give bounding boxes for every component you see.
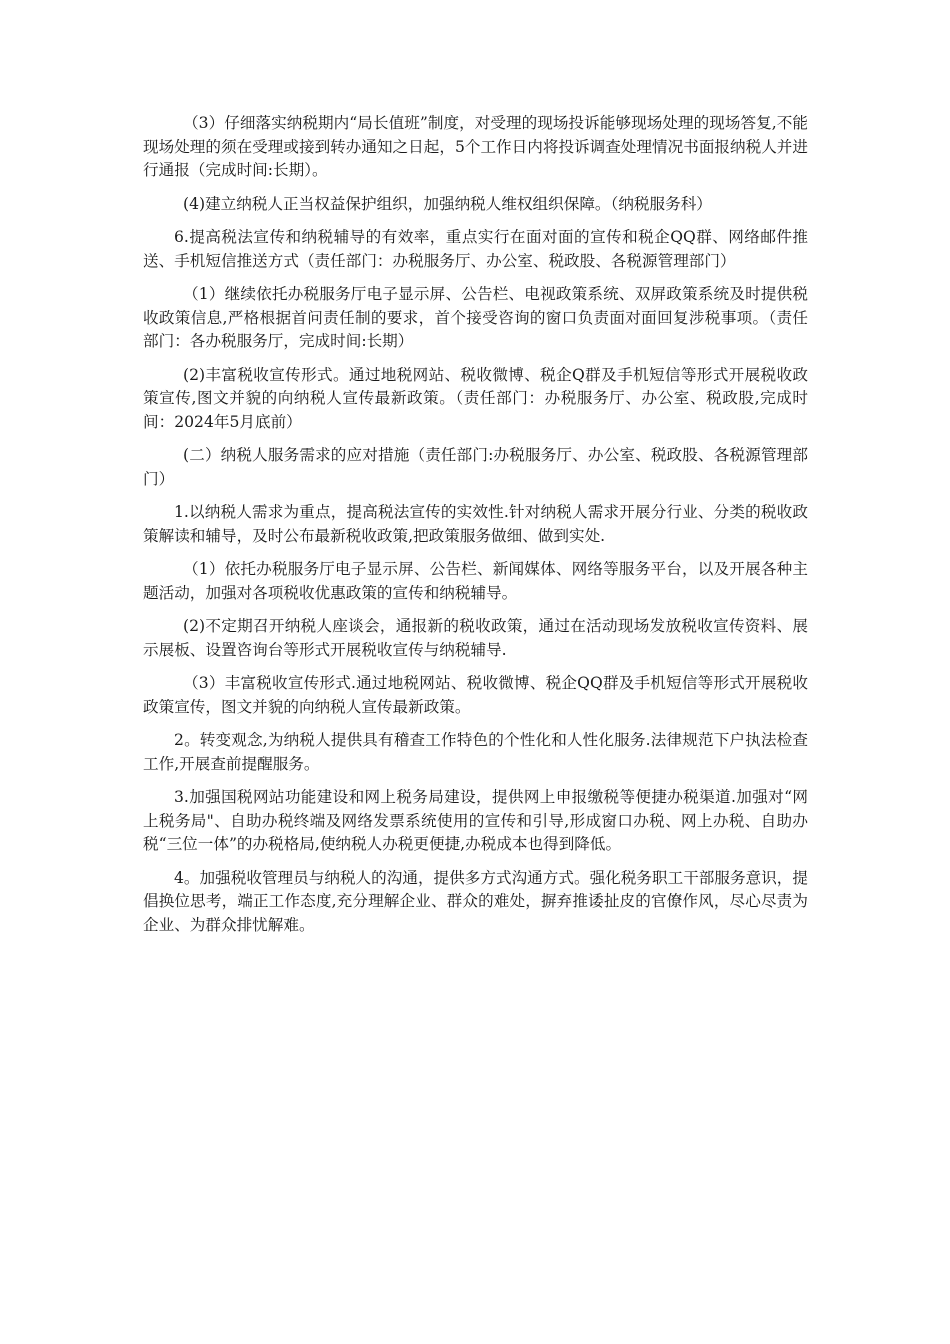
paragraph-rights-protection: (4)建立纳税人正当权益保护组织，加强纳税人维权组织保障。（纳税服务科）	[183, 194, 712, 213]
document-body	[143, 112, 808, 947]
paragraph-display-screens: （1）继续依托办税服务厅电子显示屏、公告栏、电视政策系统、双屏政策系统及时提供税收政策信息,严格根据首问责任制的要求，首个接受咨询的窗口负责面对面回复涉税事项。（责任部门：各办税服务厅，完成时间:长期）	[143, 285, 808, 350]
paragraph-change-concept: 2。转变观念,为纳税人提供具有稽查工作特色的个性化和人性化服务.法律规范下户执法检查工作,开展查前提醒服务。	[143, 731, 808, 773]
paragraph-publicity-forms: （3）丰富税收宣传形式.通过地税网站、税收微博、税企QQ群及手机短信等形式开展税收政策宣传，图文并貌的向纳税人宣传最新政策。	[143, 674, 808, 716]
paragraph-communication: 4。加强税收管理员与纳税人的沟通，提供多方式沟通方式。强化税务职工干部服务意识，提倡换位思考，端正工作态度,充分理解企业、群众的难处，摒弃推诿扯皮的官僚作风，尽心尽责为企业、为群众排忧解难。	[143, 868, 808, 934]
paragraph-symposium: (2)不定期召开纳税人座谈会，通报新的税收政策，通过在活动现场发放税收宣传资料、展示展板、设置咨询台等形式开展税收宣传与纳税辅导.	[143, 617, 808, 659]
paragraph-enrich-forms: (2)丰富税收宣传形式。通过地税网站、税收微博、税企Q群及手机短信等形式开展税收政策宣传,图文并貌的向纳税人宣传最新政策。（责任部门：办税服务厅、办公室、税政股,完成时间：2024年5月底前）	[143, 365, 808, 431]
paragraph-online-tax-bureau: 3.加强国税网站功能建设和网上税务局建设，提供网上申报缴税等便捷办税渠道.加强对“网上税务局"、自助办税终端及网络发票系统使用的宣传和引导,形成窗口办税、网上办税、自助办税“三位一体”的办税格局,使纳税人办税更便捷,办税成本也得到降低。	[143, 788, 808, 853]
paragraph-tax-publicity: 6.提高税法宣传和纳税辅导的有效率，重点实行在面对面的宣传和税企QQ群、网络邮件推送、手机短信推送方式（责任部门：办税服务厅、办公室、税政股、各税源管理部门）	[143, 228, 808, 270]
paragraph-service-platforms: （1）依托办税服务厅电子显示屏、公告栏、新闻媒体、网络等服务平台，以及开展各种主题活动，加强对各项税收优惠政策的宣传和纳税辅导。	[143, 560, 808, 602]
paragraph-taxpayer-needs: 1.以纳税人需求为重点，提高税法宣传的实效性.针对纳税人需求开展分行业、分类的税收政策解读和辅导，及时公布最新税收政策,把政策服务做细、做到实处.	[143, 503, 808, 545]
section-heading-service-needs: (二）纳税人服务需求的应对措施（责任部门:办税服务厅、办公室、税政股、各税源管理部门）	[143, 446, 808, 488]
paragraph-duty-system: （3）仔细落实纳税期内“局长值班”制度，对受理的现场投诉能够现场处理的现场答复,不能现场处理的须在受理或接到转办通知之日起，5个工作日内将投诉调查处理情况书面报纳税人并进行通报（完成时间:长期）。	[143, 114, 808, 179]
